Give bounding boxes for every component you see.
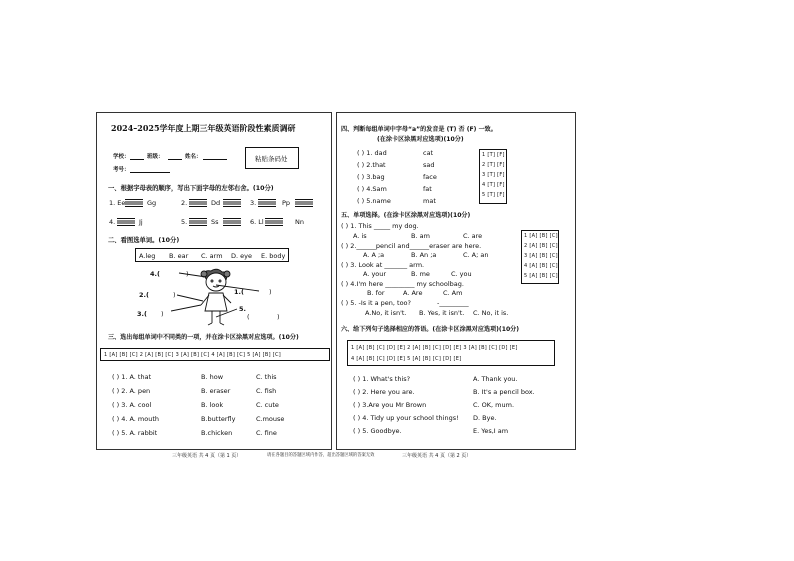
question-item: ( ) 5. Goodbye. (353, 427, 402, 435)
picture-label: 1.( (234, 288, 244, 296)
answer-bubbles[interactable]: 1 [A] [B] [C] [D] [E] 2 [A] [B] [C] [D] [E] 3 [A] [B] [C] [D] [E] (351, 345, 518, 351)
answer-bubbles[interactable]: 4 [A] [B] [C] (524, 263, 558, 269)
word-option: D. eye (231, 252, 252, 260)
question-word: mat (423, 197, 436, 205)
answer-option: E. Yes,I am (473, 427, 509, 435)
answer-bubbles[interactable]: 3 [A] [B] [C] (524, 253, 558, 259)
question-item: ( ) 5.name (357, 197, 391, 205)
question-item: ( ) 3. Look at _______ arm. (341, 261, 425, 269)
question-option: A. is (353, 232, 367, 240)
letter-item: 6. Ll (250, 218, 264, 226)
picture-label: 3.( (137, 310, 147, 318)
answer-bubbles[interactable]: 4 [A] [B] [C] [D] [E] 5 [A] [B] [C] [D] [E] (351, 356, 462, 362)
picture-label: ( (247, 313, 250, 321)
answer-option: A. Thank you. (473, 375, 518, 383)
exam-page-left (96, 112, 332, 450)
answer-bubbles[interactable]: 5 [A] [B] [C] (524, 273, 558, 279)
question-word: fat (423, 185, 432, 193)
answer-bubbles[interactable]: 1 [A] [B] [C] 2 [A] [B] [C] 3 [A] [B] [C] 4 [A] [B] [C] 5 [A] [B] [C] (104, 352, 282, 358)
writing-lines[interactable] (117, 218, 135, 226)
section4-heading: 四、判断每组单词中字母“a”的发音是 (T) 否 (F) 一致。 (341, 126, 497, 133)
letter-item: Nn (295, 218, 304, 226)
footer-note: 请在各题目的答题区域内作答，超出答题区域的答案无效 (267, 453, 375, 458)
question-option: A. your (363, 270, 387, 278)
letter-item: Dd (211, 199, 221, 207)
picture-label: ) (186, 270, 189, 278)
question-option: C. fish (256, 387, 277, 395)
answer-bubbles[interactable]: 2 [T] [F] (482, 162, 505, 168)
question-option: B. for (367, 289, 385, 297)
question-option: C. this (256, 373, 277, 381)
class-label: 班级： (147, 154, 164, 160)
picture-label: 2.( (139, 291, 149, 299)
question-option: C. cute (256, 401, 279, 409)
question-option: B. An ;a (411, 251, 437, 259)
answer-option: C. OK, mum. (473, 401, 515, 409)
name-field[interactable] (203, 159, 227, 160)
question-option: C. A; an (463, 251, 489, 259)
picture-label: 4.( (150, 270, 160, 278)
question-item: ( ) 3.Are you Mr Brown (353, 401, 427, 409)
exam-no-label: 考号： (113, 167, 130, 173)
picture-label: ) (269, 288, 272, 296)
section6-heading: 六、给下列句子选择相应的答语。(在涂卡区涂黑对应选项)(10分) (341, 326, 520, 333)
question-option: C. you (451, 270, 472, 278)
letter-item: 4. (109, 218, 116, 226)
question-option: A. A ;a (363, 251, 385, 259)
question-item: ( ) 4. A. mouth (112, 415, 160, 423)
question-item: ( ) 5. A. rabbit (112, 429, 158, 437)
question-item: ( ) 2. Here you are. (353, 388, 415, 396)
writing-lines[interactable] (265, 218, 283, 226)
question-option: A. Are (403, 289, 423, 297)
section2-heading: 二、看图选单词。(10分) (108, 237, 180, 244)
page-footer-left: 三年级英语 共 4 页（第 1 页） (172, 453, 242, 459)
question-item: ( ) 1. What's this? (353, 375, 411, 383)
answer-bubbles[interactable]: 5 [T] [F] (482, 192, 505, 198)
section4-subheading: (在涂卡区涂黑对应选项)(10分) (377, 136, 464, 143)
match-answer-grid[interactable] (347, 340, 555, 366)
writing-lines[interactable] (223, 218, 241, 226)
question-item: ( ) 4.Sam (357, 185, 387, 193)
letter-item: 3. (250, 199, 257, 207)
section1-heading: 一、根据字母表的顺序，写出下面字母的左邻右舍。(10分) (108, 185, 274, 192)
word-option: B. ear (169, 252, 189, 260)
question-item: ( ) 4.I'm here _________ my schoolbag. (341, 280, 464, 288)
girl-illustration-icon (171, 265, 261, 333)
question-option: C. fine (256, 429, 277, 437)
question-option: B. how (201, 373, 224, 381)
section3-heading: 三、选出每组单词中不同类的一项，并在涂卡区涂黑对应选项。(10分) (108, 334, 299, 341)
exam-page-right (336, 112, 576, 450)
word-option: A.leg (139, 252, 156, 260)
writing-lines[interactable] (223, 199, 241, 207)
name-label: 姓名： (185, 154, 202, 160)
letter-item: 5. (181, 218, 188, 226)
question-item: ( ) 3.bag (357, 173, 385, 181)
question-word: sad (423, 161, 435, 169)
question-option: B. Yes, it isn't. (419, 309, 465, 317)
picture-label: 5. (239, 305, 246, 313)
letter-item: Pp (282, 199, 291, 207)
picture-label: ) (173, 291, 176, 299)
answer-bubbles[interactable]: 2 [A] [B] [C] (524, 243, 558, 249)
barcode-label: 粘贴条码处 (255, 155, 288, 163)
answer-option: B. It's a pencil box. (473, 388, 535, 396)
letter-item: 2. (181, 199, 188, 207)
question-item: ( ) 2. A. pen (112, 387, 151, 395)
class-field[interactable] (168, 159, 182, 160)
question-item: ( ) 2.that (357, 161, 386, 169)
question-option: B.butterfly (201, 415, 236, 423)
question-option: C. Am (443, 289, 463, 297)
answer-option: D. Bye. (473, 414, 497, 422)
section5-heading: 五、单项选择。(在涂卡区涂黑对应选项)(10分) (341, 212, 471, 219)
letter-item: 1. Ee (109, 199, 126, 207)
question-option: B. look (201, 401, 224, 409)
writing-lines[interactable] (189, 199, 207, 207)
question-item: ( ) 1. dad (357, 149, 387, 157)
word-option: C. arm (201, 252, 223, 260)
writing-lines[interactable] (125, 199, 143, 207)
word-option: E. body (261, 252, 286, 260)
answer-bubbles[interactable]: 3 [T] [F] (482, 172, 505, 178)
answer-bubbles[interactable]: 1 [A] [B] [C] (524, 233, 558, 239)
question-item: ( ) 4. Tidy up your school things! (353, 414, 459, 422)
question-option: A.No, it isn't. (365, 309, 407, 317)
letter-item: Ss (211, 218, 219, 226)
question-item: ( ) 1. A. that (112, 373, 152, 381)
question-item: ( ) 3. A. cool (112, 401, 152, 409)
school-field[interactable] (130, 159, 144, 160)
exam-no-field[interactable] (130, 172, 170, 173)
picture-label: ) (277, 313, 280, 321)
page-footer-right: 三年级英语 共 4 页（第 2 页） (402, 453, 472, 459)
question-option: B.chicken (201, 429, 233, 437)
question-item: ( ) 2.______pencil and______eraser are here. (341, 242, 482, 250)
answer-bubbles[interactable]: 4 [T] [F] (482, 182, 505, 188)
picture-label: ) (161, 310, 164, 318)
writing-lines[interactable] (189, 218, 207, 226)
question-option: C. No, it is. (473, 309, 509, 317)
question-word: face (423, 173, 437, 181)
question-option: C. are (463, 232, 483, 240)
writing-lines[interactable] (295, 199, 313, 207)
writing-lines[interactable] (258, 199, 276, 207)
question-option: B. me (411, 270, 430, 278)
answer-blank: -_________ (437, 299, 469, 307)
question-option: C.mouse (256, 415, 285, 423)
question-item: ( ) 1. This _____ my dog. (341, 222, 419, 230)
question-item: ( ) 5. -Is it a pen, too? (341, 299, 411, 307)
school-label: 学校： (113, 154, 130, 160)
exam-title: 2024–2025学年度上期三年级英语阶段性素质调研 (111, 123, 296, 133)
letter-item: Gg (147, 199, 157, 207)
question-option: B. eraser (201, 387, 231, 395)
question-option: B. am (411, 232, 430, 240)
question-word: cat (423, 149, 434, 157)
answer-bubbles[interactable]: 1 [T] [F] (482, 152, 505, 158)
letter-item: Jj (139, 218, 143, 226)
